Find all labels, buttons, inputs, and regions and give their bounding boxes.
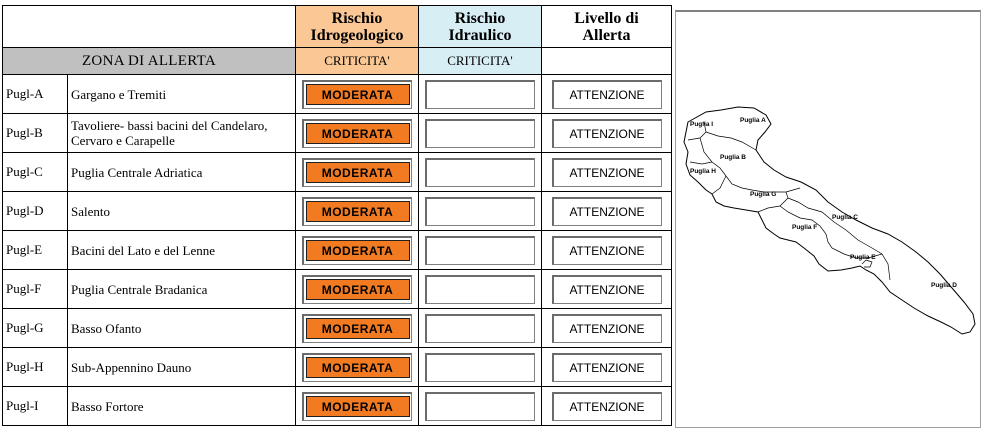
- map-label-i: Puglia I: [690, 121, 714, 128]
- idraulico-field[interactable]: [425, 353, 535, 382]
- idraulico-cell: [419, 387, 542, 426]
- livello-subheader-blank: [542, 48, 672, 75]
- header-rischio-idraulico: [419, 6, 542, 48]
- header-idro-line2: Idrogeologico: [310, 26, 404, 44]
- livello-value: ATTENZIONE: [569, 126, 645, 141]
- livello-value: ATTENZIONE: [569, 399, 645, 414]
- map-label-d: Puglia D: [931, 282, 958, 289]
- zone-name: Basso Ofanto: [68, 309, 296, 348]
- header-livello-line2: Allerta: [582, 26, 631, 44]
- zone-name: Tavoliere- bassi bacini del Candelaro, Cervaro e Carapelle: [68, 114, 296, 153]
- idrogeologico-cell: [296, 231, 419, 270]
- livello-cell: [542, 114, 672, 153]
- idraulico-cell: [419, 153, 542, 192]
- header-idra-line1: Rischio: [454, 9, 506, 27]
- idraulico-field[interactable]: [425, 119, 535, 148]
- header-rischio-idrogeologico: [296, 6, 419, 48]
- livello-value: ATTENZIONE: [569, 87, 645, 102]
- zone-name: Sub-Appennino Dauno: [68, 348, 296, 387]
- livello-field[interactable]: [552, 392, 662, 421]
- table-row: [3, 270, 672, 309]
- moderata-badge: MODERATA: [306, 318, 410, 339]
- moderata-badge: MODERATA: [306, 123, 410, 144]
- idraulico-cell: [419, 75, 542, 114]
- idraulico-cell: [419, 114, 542, 153]
- zone-name: Gargano e Tremiti: [68, 75, 296, 114]
- table-row: [3, 231, 672, 270]
- moderata-badge: MODERATA: [306, 396, 410, 417]
- livello-cell: [542, 387, 672, 426]
- zone-code: Pugl-G: [3, 309, 68, 348]
- zone-name: Salento: [68, 192, 296, 231]
- idraulico-field[interactable]: [425, 158, 535, 187]
- criticita-idrogeologico: CRITICITA': [296, 48, 419, 75]
- livello-field[interactable]: [552, 314, 662, 343]
- criticita-idraulico: CRITICITA': [419, 48, 542, 75]
- table-row: [3, 153, 672, 192]
- idrogeologico-field[interactable]: [302, 392, 412, 421]
- idrogeologico-field[interactable]: [302, 236, 412, 265]
- idrogeologico-cell: [296, 309, 419, 348]
- idraulico-field[interactable]: [425, 236, 535, 265]
- idrogeologico-cell: [296, 114, 419, 153]
- zone-name: Puglia Centrale Bradanica: [68, 270, 296, 309]
- zona-di-allerta-header: ZONA DI ALLERTA: [3, 48, 296, 75]
- map-label-c: Puglia C: [832, 214, 859, 221]
- idrogeologico-field[interactable]: [302, 119, 412, 148]
- idraulico-field[interactable]: [425, 314, 535, 343]
- table-row: [3, 309, 672, 348]
- zone-name: Bacini del Lato e del Lenne: [68, 231, 296, 270]
- livello-field[interactable]: [552, 236, 662, 265]
- blank-header-cell: [3, 6, 296, 48]
- livello-field[interactable]: [552, 119, 662, 148]
- livello-cell: [542, 309, 672, 348]
- livello-cell: [542, 153, 672, 192]
- idrogeologico-cell: [296, 75, 419, 114]
- zone-name: Puglia Centrale Adriatica: [68, 153, 296, 192]
- zone-code: Pugl-B: [3, 114, 68, 153]
- idrogeologico-cell: [296, 153, 419, 192]
- moderata-badge: MODERATA: [306, 84, 410, 105]
- map-label-e: Puglia E: [850, 254, 876, 261]
- idraulico-field[interactable]: [425, 80, 535, 109]
- idraulico-field[interactable]: [425, 275, 535, 304]
- table-row: [3, 75, 672, 114]
- idraulico-cell: [419, 348, 542, 387]
- puglia-outline: [684, 107, 975, 334]
- idrogeologico-field[interactable]: [302, 80, 412, 109]
- livello-value: ATTENZIONE: [569, 321, 645, 336]
- moderata-badge: MODERATA: [306, 162, 410, 183]
- map-label-f: Puglia F: [792, 224, 818, 231]
- idrogeologico-cell: [296, 348, 419, 387]
- idraulico-field[interactable]: [425, 392, 535, 421]
- idrogeologico-field[interactable]: [302, 158, 412, 187]
- header-livello-line1: Livello di: [574, 9, 639, 27]
- table-row: [3, 114, 672, 153]
- moderata-badge: MODERATA: [306, 240, 410, 261]
- idraulico-cell: [419, 270, 542, 309]
- zone-code: Pugl-D: [3, 192, 68, 231]
- header-idro-line1: Rischio: [331, 9, 383, 27]
- idraulico-field[interactable]: [425, 197, 535, 226]
- moderata-badge: MODERATA: [306, 357, 410, 378]
- puglia-map: [676, 12, 980, 428]
- map-label-b: Puglia B: [720, 154, 747, 161]
- idrogeologico-field[interactable]: [302, 353, 412, 382]
- table-row: [3, 387, 672, 426]
- livello-cell: [542, 348, 672, 387]
- zone-code: Pugl-C: [3, 153, 68, 192]
- alert-table: [2, 5, 672, 426]
- livello-value: ATTENZIONE: [569, 165, 645, 180]
- livello-cell: [542, 270, 672, 309]
- header-livello-di-allerta: [542, 6, 672, 48]
- zone-name: Basso Fortore: [68, 387, 296, 426]
- idrogeologico-cell: [296, 270, 419, 309]
- map-panel: [675, 10, 981, 428]
- idraulico-cell: [419, 309, 542, 348]
- idrogeologico-field[interactable]: [302, 197, 412, 226]
- zone-code: Pugl-F: [3, 270, 68, 309]
- map-label-a: Puglia A: [740, 117, 766, 124]
- zone-rows: [3, 75, 672, 426]
- zone-code: Pugl-A: [3, 75, 68, 114]
- map-label-h: Puglia H: [690, 168, 717, 175]
- moderata-badge: MODERATA: [306, 279, 410, 300]
- zone-code: Pugl-I: [3, 387, 68, 426]
- idrogeologico-cell: [296, 387, 419, 426]
- moderata-badge: MODERATA: [306, 201, 410, 222]
- livello-value: ATTENZIONE: [569, 243, 645, 258]
- livello-value: ATTENZIONE: [569, 282, 645, 297]
- idrogeologico-field[interactable]: [302, 314, 412, 343]
- idraulico-cell: [419, 231, 542, 270]
- table-row: [3, 348, 672, 387]
- livello-field[interactable]: [552, 158, 662, 187]
- livello-field[interactable]: [552, 353, 662, 382]
- livello-cell: [542, 231, 672, 270]
- zone-code: Pugl-E: [3, 231, 68, 270]
- idraulico-cell: [419, 192, 542, 231]
- table-row: [3, 192, 672, 231]
- livello-value: ATTENZIONE: [569, 360, 645, 375]
- zone-code: Pugl-H: [3, 348, 68, 387]
- header-idra-line2: Idraulico: [448, 26, 512, 44]
- livello-field[interactable]: [552, 275, 662, 304]
- livello-cell: [542, 75, 672, 114]
- idrogeologico-cell: [296, 192, 419, 231]
- livello-field[interactable]: [552, 197, 662, 226]
- idrogeologico-field[interactable]: [302, 275, 412, 304]
- livello-value: ATTENZIONE: [569, 204, 645, 219]
- livello-field[interactable]: [552, 80, 662, 109]
- livello-cell: [542, 192, 672, 231]
- map-label-g: Puglia G: [750, 191, 777, 198]
